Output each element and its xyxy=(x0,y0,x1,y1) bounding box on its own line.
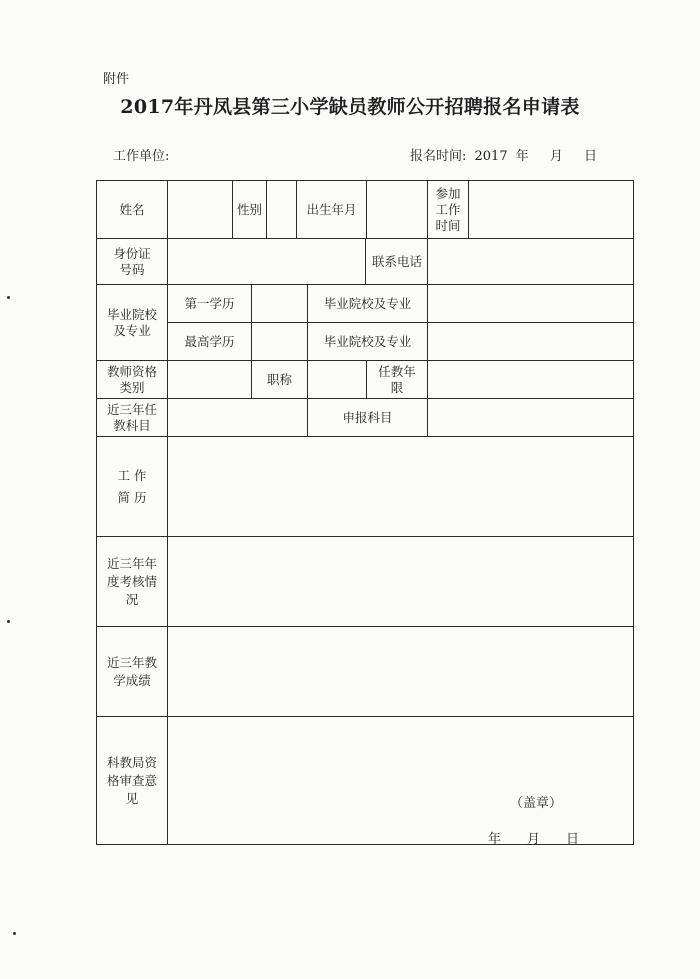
cert-type-label: 教师资格类别 xyxy=(106,363,157,395)
school-major-input-cell-2[interactable] xyxy=(427,322,634,361)
binding-hole-mark xyxy=(7,620,10,623)
school-major-label-1: 毕业院校及专业 xyxy=(323,295,412,311)
binding-hole-mark xyxy=(13,932,16,935)
bureau-review-input-cell[interactable] xyxy=(167,716,634,845)
subjects-input-cell[interactable] xyxy=(167,398,308,437)
teaching-results-input-cell[interactable] xyxy=(167,626,634,717)
school-label: 毕业院校及专业 xyxy=(106,306,157,338)
apply-subject-label: 申报科目 xyxy=(342,409,393,425)
apply-date-label: 报名时间: 2017 年 月 日 xyxy=(410,149,597,164)
name-input-cell[interactable] xyxy=(167,180,233,239)
cert-type-input-cell[interactable] xyxy=(167,360,252,399)
birth-label: 出生年月 xyxy=(306,201,357,217)
annual-review-label: 近三年年度考核情况 xyxy=(106,555,157,607)
school-major-input-cell-1[interactable] xyxy=(427,284,634,323)
phone-input-cell[interactable] xyxy=(427,238,634,285)
apply-subject-input-cell[interactable] xyxy=(427,398,634,437)
first-degree-input-cell[interactable] xyxy=(251,284,308,323)
birth-input-cell[interactable] xyxy=(366,180,428,239)
page-title: 2017年丹凤县第三小学缺员教师公开招聘报名申请表 xyxy=(120,96,580,118)
bureau-review-label: 科教局资格审查意见 xyxy=(106,754,157,806)
work-unit-label: 工作单位: xyxy=(113,149,170,164)
highest-degree-label: 最高学历 xyxy=(184,333,235,349)
work-start-label: 参加工作时间 xyxy=(435,185,461,233)
seal-label: （盖章） xyxy=(510,796,563,811)
resume-input-cell[interactable] xyxy=(167,436,634,537)
teaching-years-input-cell[interactable] xyxy=(427,360,634,399)
school-major-label-2: 毕业院校及专业 xyxy=(323,333,412,349)
gender-label: 性别 xyxy=(237,201,263,217)
first-degree-label: 第一学历 xyxy=(184,295,235,311)
work-start-input-cell[interactable] xyxy=(468,180,634,239)
teaching-years-label: 任教年限 xyxy=(378,363,416,395)
title-input-cell[interactable] xyxy=(307,360,367,399)
teaching-results-label: 近三年教学成绩 xyxy=(106,654,157,688)
attachment-label: 附件 xyxy=(103,72,130,87)
title-label: 职称 xyxy=(266,371,292,387)
id-input-cell[interactable] xyxy=(167,238,366,285)
sign-date-label: 年 月 日 xyxy=(488,832,580,847)
subjects-label: 近三年任教科目 xyxy=(106,401,157,433)
annual-review-input-cell[interactable] xyxy=(167,536,634,627)
id-label: 身份证号码 xyxy=(113,245,151,277)
resume-label: 工 作 简 历 xyxy=(117,467,147,505)
phone-label: 联系电话 xyxy=(372,253,423,269)
name-label: 姓名 xyxy=(119,201,145,217)
binding-hole-mark xyxy=(7,296,10,299)
gender-input-cell[interactable] xyxy=(266,180,297,239)
highest-degree-input-cell[interactable] xyxy=(251,322,308,361)
